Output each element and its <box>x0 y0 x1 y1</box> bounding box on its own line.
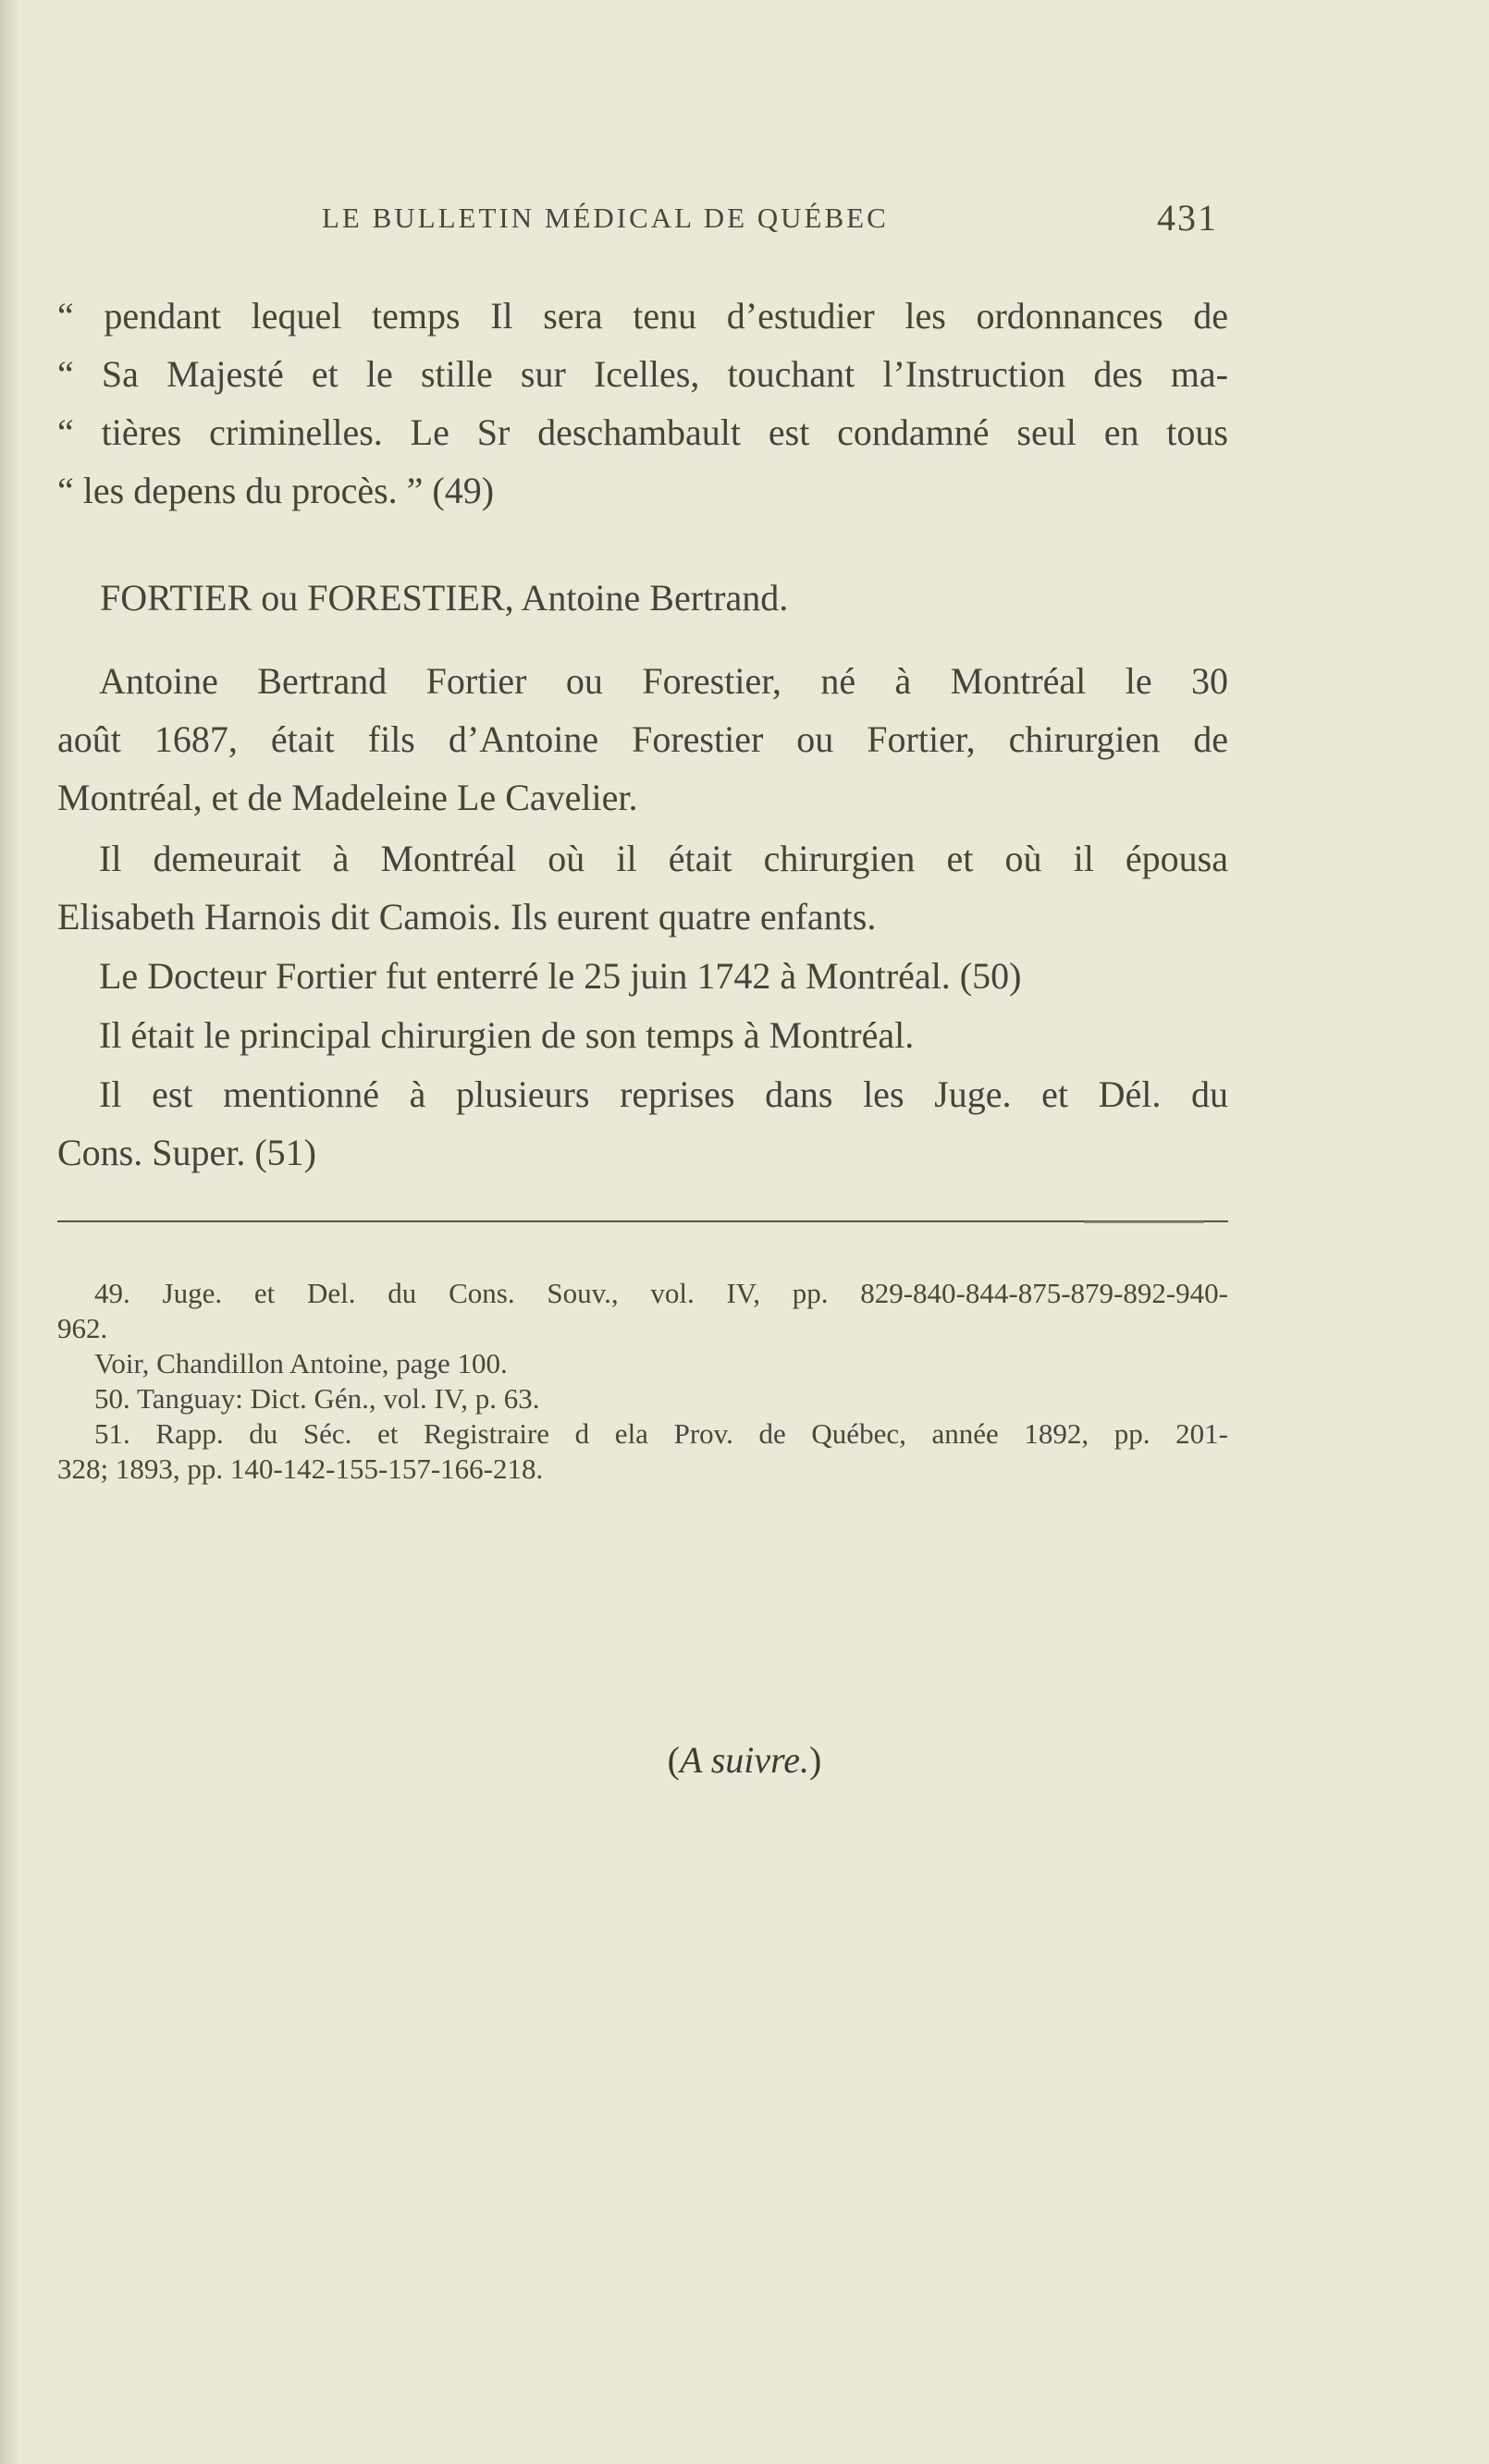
footnote-line: 51. Rapp. du Séc. et Registraire d ela Prov. de Québec, année 1892, pp. 201- <box>94 1417 1228 1450</box>
paragraph-3 <box>57 947 1228 1005</box>
quote-line: “ pendant lequel temps Il sera tenu d’estudier les ordonnances de <box>57 295 1228 337</box>
quote-line: “ tières criminelles. Le Sr deschambault est condamné seul en tous <box>57 411 1228 453</box>
continued-close-paren: ) <box>808 1739 822 1781</box>
continued-text: A suivre. <box>680 1739 809 1781</box>
page-number: 431 <box>1157 197 1218 239</box>
footnote-line: 49. Juge. et Del. du Cons. Souv., vol. IV, pp. 829-840-844-875-879-892-940- <box>94 1277 1228 1309</box>
page-edge-shadow <box>0 0 17 2464</box>
paragraph-line: Il est mentionné à plusieurs reprises dans les Juge. et Dél. du <box>99 1073 1228 1115</box>
footnotes <box>57 1276 1228 1487</box>
section-heading: FORTIER ou FORESTIER, Antoine Bertrand. <box>100 577 789 619</box>
paragraph-1 <box>57 652 1228 827</box>
continued-open-paren: ( <box>667 1739 680 1781</box>
footnote-line: 50. Tanguay: Dict. Gén., vol. IV, p. 63. <box>94 1382 540 1415</box>
paragraph-2 <box>57 829 1228 946</box>
quote-line: “ les depens du procès. ” (49) <box>57 470 495 511</box>
paragraph-line: Il demeurait à Montréal où il était chirurgien et où il épousa <box>99 838 1228 879</box>
paragraph-line: Il était le principal chirurgien de son temps à Montréal. <box>99 1014 915 1056</box>
to-be-continued <box>0 1738 1489 1782</box>
quoted-passage <box>57 287 1228 520</box>
footnote-line: 328; 1893, pp. 140-142-155-157-166-218. <box>57 1453 544 1485</box>
footnote-rule <box>57 1220 1228 1222</box>
paragraph-4 <box>57 1006 1228 1064</box>
footnote-line: Voir, Chandillon Antoine, page 100. <box>94 1347 508 1379</box>
paragraph-line: Antoine Bertrand Fortier ou Forestier, né à Montréal le 30 <box>99 660 1228 702</box>
footnote-rule-extension <box>1084 1221 1204 1223</box>
paragraph-5 <box>57 1065 1228 1182</box>
paragraph-line: août 1687, était fils d’Antoine Forestier ou Fortier, chirurgien de <box>57 718 1228 760</box>
footnote-line: 962. <box>57 1312 108 1344</box>
paragraph-line: Cons. Super. (51) <box>57 1132 316 1173</box>
running-header <box>0 197 1489 248</box>
paragraph-line: Le Docteur Fortier fut enterré le 25 juin 1742 à Montréal. (50) <box>99 955 1022 997</box>
quote-line: “ Sa Majesté et le stille sur Icelles, touchant l’Instruction des ma- <box>57 353 1228 395</box>
running-title: LE BULLETIN MÉDICAL DE QUÉBEC <box>322 202 889 234</box>
paragraph-line: Elisabeth Harnois dit Camois. Ils eurent quatre enfants. <box>57 896 877 938</box>
paragraph-line: Montréal, et de Madeleine Le Cavelier. <box>57 777 638 818</box>
